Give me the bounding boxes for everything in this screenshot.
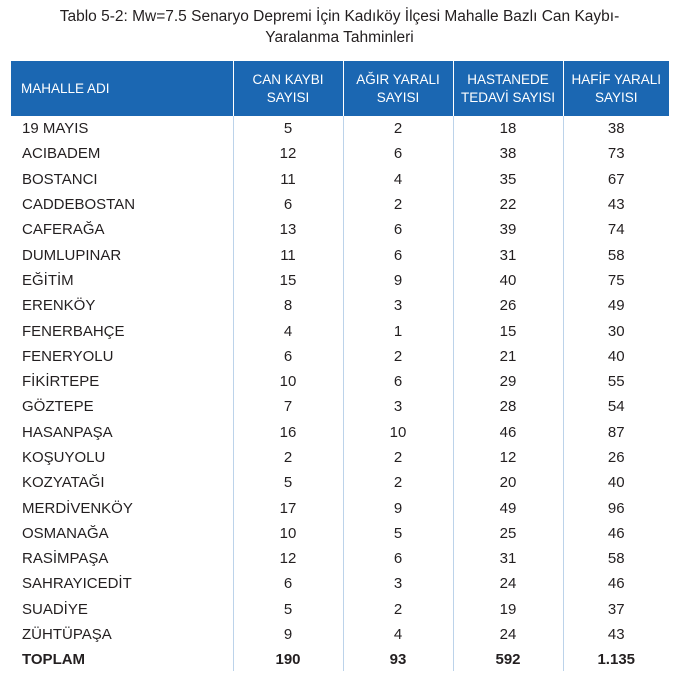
severe-injured-cell: 10 xyxy=(343,420,453,445)
total-row xyxy=(11,647,669,671)
table-row xyxy=(11,622,669,647)
total-neighborhood-cell: TOPLAM xyxy=(22,650,86,668)
neighborhood-cell: CADDEBOSTAN xyxy=(22,196,136,214)
light-injured-cell: 58 xyxy=(563,242,669,267)
table-caption xyxy=(0,6,679,48)
deaths-cell: 5 xyxy=(233,470,343,495)
neighborhood-cell: RASİMPAŞA xyxy=(22,550,109,568)
table-row xyxy=(11,268,669,293)
header-text-line: MAHALLE ADI xyxy=(21,80,110,96)
table-row xyxy=(11,521,669,546)
deaths-cell: 6 xyxy=(233,192,343,217)
hospital-treatment-cell: 25 xyxy=(453,521,563,546)
neighborhood-cell: DUMLUPINAR xyxy=(22,246,122,264)
light-injured-cell: 75 xyxy=(563,268,669,293)
deaths-cell: 11 xyxy=(233,242,343,267)
table-row xyxy=(11,293,669,318)
deaths-cell: 12 xyxy=(233,546,343,571)
caption-line-2: Yaralanma Tahminleri xyxy=(265,29,414,46)
neighborhood-cell: 19 MAYIS xyxy=(22,120,89,138)
table-row xyxy=(11,192,669,217)
neighborhood-cell: BOSTANCI xyxy=(22,170,98,188)
deaths-cell: 11 xyxy=(233,167,343,192)
severe-injured-cell: 9 xyxy=(343,268,453,293)
table-row xyxy=(11,495,669,520)
hospital-treatment-cell: 35 xyxy=(453,167,563,192)
neighborhood-cell: FENERYOLU xyxy=(22,347,114,365)
neighborhood-cell: SAHRAYICEDİT xyxy=(22,575,132,593)
light-injured-cell: 46 xyxy=(563,521,669,546)
hospital-treatment-cell: 24 xyxy=(453,622,563,647)
hospital-treatment-cell: 12 xyxy=(453,445,563,470)
light-injured-cell: 38 xyxy=(563,116,669,141)
light-injured-cell: 30 xyxy=(563,318,669,343)
light-injured-cell: 40 xyxy=(563,470,669,495)
header-row xyxy=(11,61,669,116)
severe-injured-cell: 3 xyxy=(343,571,453,596)
deaths-cell: 5 xyxy=(233,597,343,622)
light-injured-cell: 96 xyxy=(563,495,669,520)
light-injured-cell: 37 xyxy=(563,597,669,622)
header-text-line: SAYISI xyxy=(376,89,420,105)
hospital-treatment-cell: 21 xyxy=(453,344,563,369)
hospital-treatment-cell: 15 xyxy=(453,318,563,343)
hospital-treatment-cell: 39 xyxy=(453,217,563,242)
header-text-line: AĞIR YARALI xyxy=(356,71,440,87)
neighborhood-cell: ERENKÖY xyxy=(22,297,96,315)
neighborhood-cell: KOZYATAĞI xyxy=(22,474,105,492)
neighborhood-cell: OSMANAĞA xyxy=(22,524,109,542)
severe-injured-cell: 6 xyxy=(343,242,453,267)
severe-injured-cell: 4 xyxy=(343,622,453,647)
severe-injured-cell: 6 xyxy=(343,369,453,394)
casualty-table xyxy=(11,61,669,671)
neighborhood-cell: EĞİTİM xyxy=(22,271,74,289)
table-row xyxy=(11,141,669,166)
neighborhood-cell: CAFERAĞA xyxy=(22,221,105,239)
table-row xyxy=(11,167,669,192)
header-text-line: HASTANEDE xyxy=(467,71,549,87)
deaths-cell: 10 xyxy=(233,521,343,546)
severe-injured-cell: 6 xyxy=(343,546,453,571)
light-injured-cell: 67 xyxy=(563,167,669,192)
severe-injured-cell: 1 xyxy=(343,318,453,343)
table-row xyxy=(11,597,669,622)
severe-injured-cell: 3 xyxy=(343,394,453,419)
neighborhood-cell: HASANPAŞA xyxy=(22,423,113,441)
severe-injured-cell: 2 xyxy=(343,344,453,369)
neighborhood-cell: MERDİVENKÖY xyxy=(22,499,133,517)
deaths-cell: 10 xyxy=(233,369,343,394)
table-header xyxy=(11,61,669,116)
deaths-cell: 6 xyxy=(233,344,343,369)
hospital-treatment-cell: 49 xyxy=(453,495,563,520)
table-row xyxy=(11,420,669,445)
hospital-treatment-cell: 22 xyxy=(453,192,563,217)
table-row xyxy=(11,470,669,495)
deaths-cell: 17 xyxy=(233,495,343,520)
deaths-cell: 7 xyxy=(233,394,343,419)
header-mahalle-adi xyxy=(11,61,233,116)
light-injured-cell: 26 xyxy=(563,445,669,470)
caption-line-1: Tablo 5-2: Mw=7.5 Senaryo Depremi İçin Kadıköy İlçesi Mahalle Bazlı Can Kaybı- xyxy=(59,8,620,25)
light-injured-cell: 43 xyxy=(563,192,669,217)
neighborhood-cell: ACIBADEM xyxy=(22,145,101,163)
light-injured-cell: 40 xyxy=(563,344,669,369)
severe-injured-cell: 5 xyxy=(343,521,453,546)
hospital-treatment-cell: 28 xyxy=(453,394,563,419)
hospital-treatment-cell: 31 xyxy=(453,546,563,571)
total-hospital-treatment-cell: 592 xyxy=(453,647,563,671)
light-injured-cell: 73 xyxy=(563,141,669,166)
header-hafif-yarali xyxy=(563,61,669,116)
severe-injured-cell: 4 xyxy=(343,167,453,192)
deaths-cell: 8 xyxy=(233,293,343,318)
table-row xyxy=(11,445,669,470)
deaths-cell: 12 xyxy=(233,141,343,166)
neighborhood-cell: KOŞUYOLU xyxy=(22,449,106,466)
hospital-treatment-cell: 24 xyxy=(453,571,563,596)
light-injured-cell: 54 xyxy=(563,394,669,419)
hospital-treatment-cell: 31 xyxy=(453,242,563,267)
light-injured-cell: 74 xyxy=(563,217,669,242)
table-row xyxy=(11,217,669,242)
neighborhood-cell: SUADİYE xyxy=(22,600,88,618)
hospital-treatment-cell: 18 xyxy=(453,116,563,141)
deaths-cell: 9 xyxy=(233,622,343,647)
table-row xyxy=(11,242,669,267)
severe-injured-cell: 2 xyxy=(343,470,453,495)
light-injured-cell: 46 xyxy=(563,571,669,596)
light-injured-cell: 58 xyxy=(563,546,669,571)
severe-injured-cell: 6 xyxy=(343,217,453,242)
header-text-line: SAYISI xyxy=(594,89,638,105)
severe-injured-cell: 2 xyxy=(343,192,453,217)
hospital-treatment-cell: 40 xyxy=(453,268,563,293)
table-row xyxy=(11,571,669,596)
header-text-line: SAYISI xyxy=(266,89,310,105)
total-severe-injured-cell: 93 xyxy=(343,647,453,671)
neighborhood-cell: FİKİRTEPE xyxy=(22,373,100,391)
severe-injured-cell: 2 xyxy=(343,445,453,470)
hospital-treatment-cell: 46 xyxy=(453,420,563,445)
hospital-treatment-cell: 38 xyxy=(453,141,563,166)
deaths-cell: 15 xyxy=(233,268,343,293)
light-injured-cell: 55 xyxy=(563,369,669,394)
hospital-treatment-cell: 20 xyxy=(453,470,563,495)
header-text-line: TEDAVİ SAYISI xyxy=(460,89,556,105)
severe-injured-cell: 2 xyxy=(343,597,453,622)
neighborhood-cell: GÖZTEPE xyxy=(22,398,94,416)
severe-injured-cell: 3 xyxy=(343,293,453,318)
table-row xyxy=(11,318,669,343)
header-hastanede-tedavi xyxy=(453,61,563,116)
deaths-cell: 5 xyxy=(233,116,343,141)
severe-injured-cell: 6 xyxy=(343,141,453,166)
neighborhood-cell: FENERBAHÇE xyxy=(22,322,125,340)
header-agir-yarali xyxy=(343,61,453,116)
hospital-treatment-cell: 26 xyxy=(453,293,563,318)
total-light-injured-cell: 1.135 xyxy=(563,647,669,671)
table-row xyxy=(11,116,669,141)
hospital-treatment-cell: 19 xyxy=(453,597,563,622)
light-injured-cell: 49 xyxy=(563,293,669,318)
table-body xyxy=(11,116,669,671)
deaths-cell: 6 xyxy=(233,571,343,596)
light-injured-cell: 43 xyxy=(563,622,669,647)
header-text-line: CAN KAYBI xyxy=(252,71,324,87)
table-row xyxy=(11,344,669,369)
severe-injured-cell: 9 xyxy=(343,495,453,520)
hospital-treatment-cell: 29 xyxy=(453,369,563,394)
header-can-kaybi xyxy=(233,61,343,116)
table-row xyxy=(11,546,669,571)
total-deaths-cell: 190 xyxy=(233,647,343,671)
light-injured-cell: 87 xyxy=(563,420,669,445)
severe-injured-cell: 2 xyxy=(343,116,453,141)
deaths-cell: 2 xyxy=(233,445,343,470)
deaths-cell: 16 xyxy=(233,420,343,445)
table-row xyxy=(11,394,669,419)
deaths-cell: 13 xyxy=(233,217,343,242)
table-row xyxy=(11,369,669,394)
header-text-line: HAFİF YARALI xyxy=(571,71,662,87)
neighborhood-cell: ZÜHTÜPAŞA xyxy=(22,626,112,644)
deaths-cell: 4 xyxy=(233,318,343,343)
